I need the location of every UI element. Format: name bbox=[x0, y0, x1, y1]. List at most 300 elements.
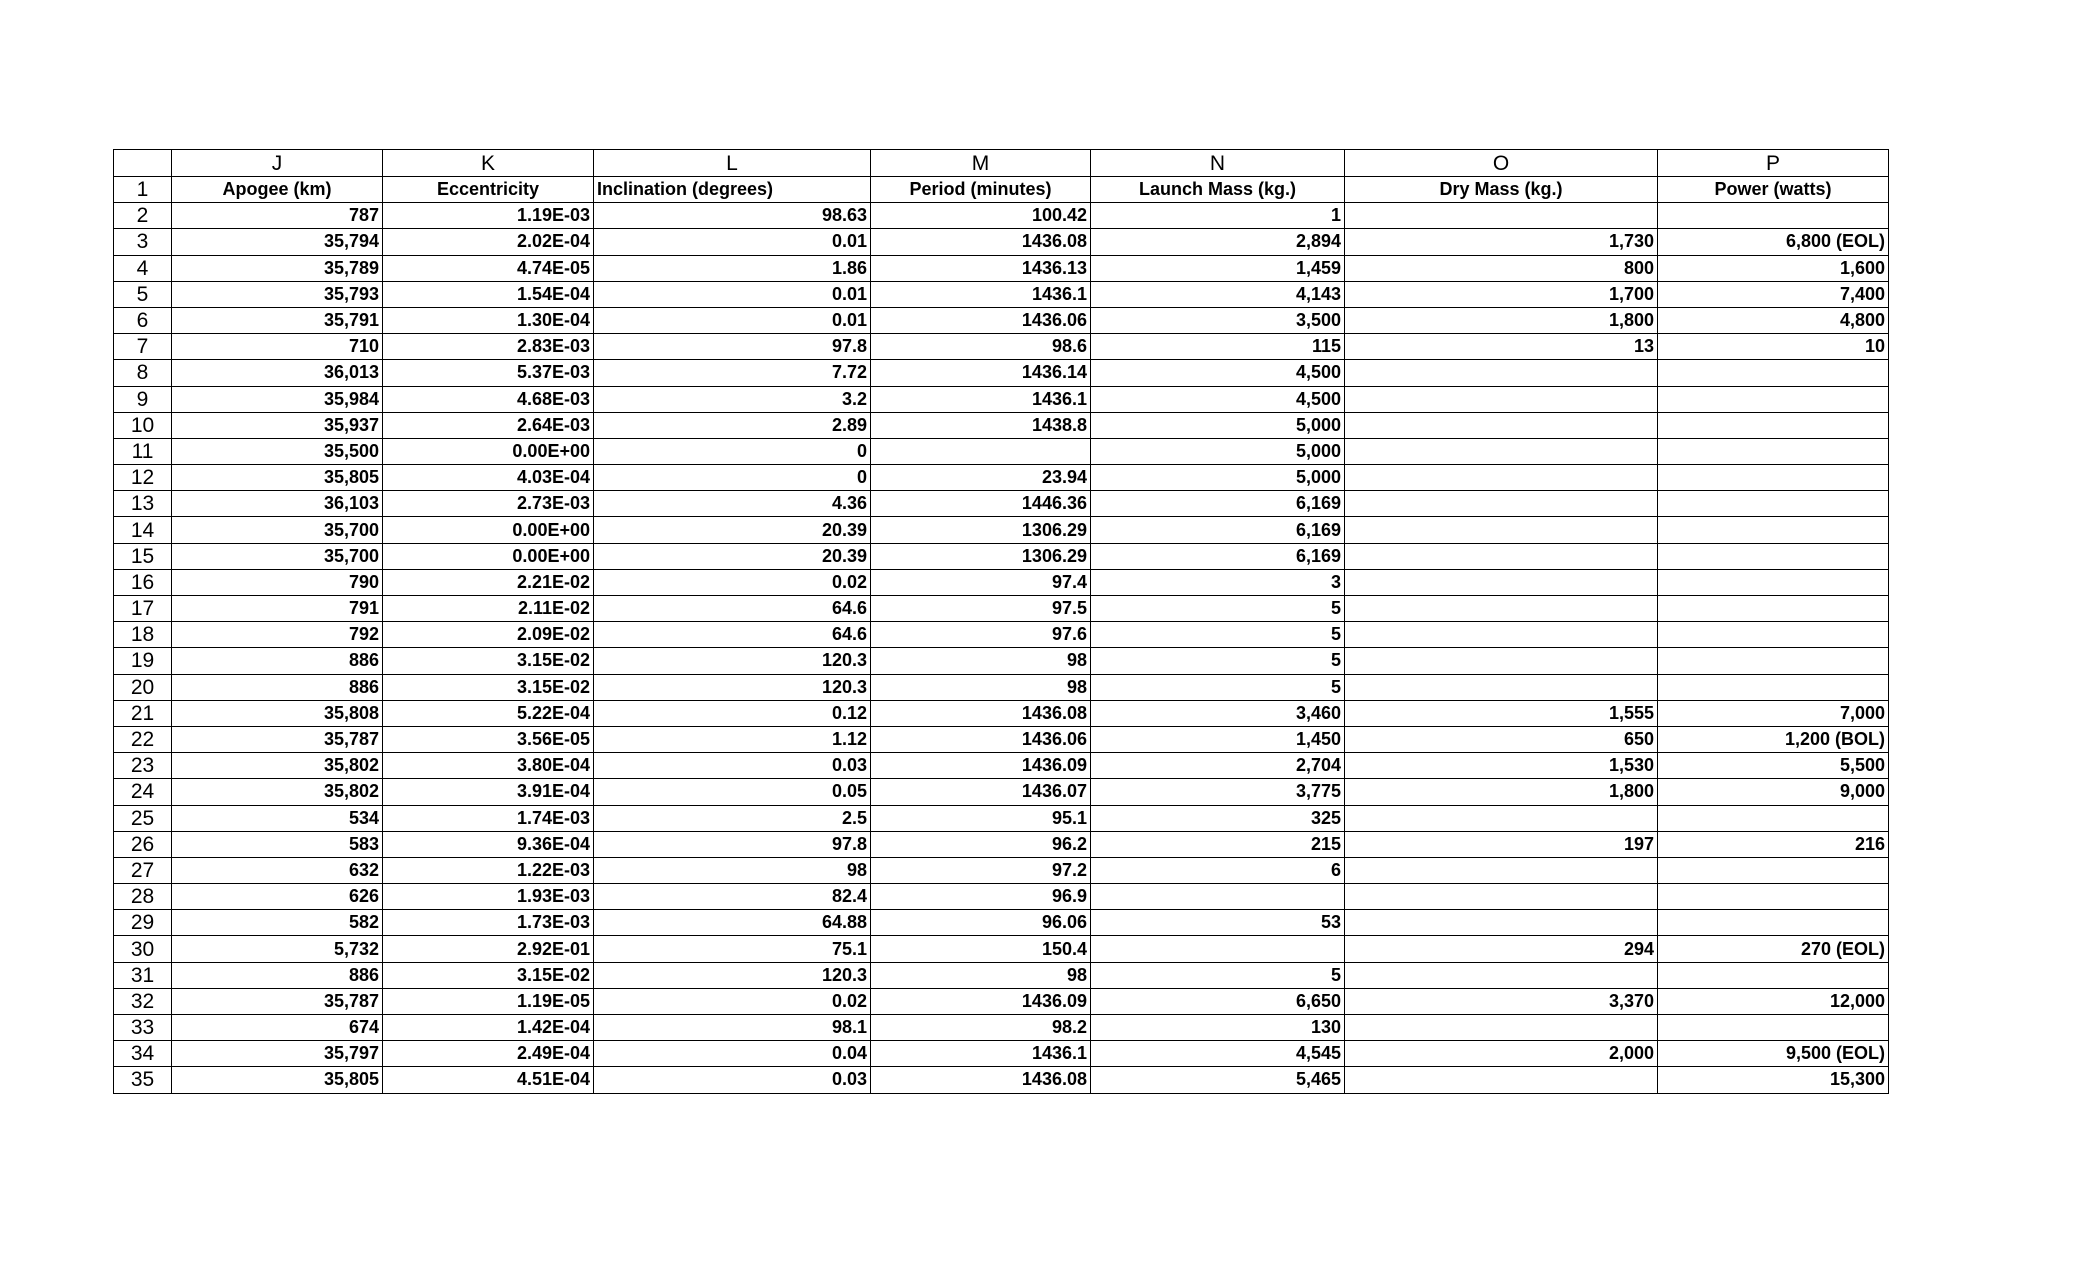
table-row bbox=[114, 988, 1889, 1014]
cell-apogee[interactable]: 790 bbox=[172, 569, 383, 595]
cell-eccentricity[interactable]: 2.49E-04 bbox=[383, 1041, 594, 1067]
cell-apogee[interactable]: 886 bbox=[172, 648, 383, 674]
row-number[interactable]: 16 bbox=[114, 569, 172, 595]
cell-eccentricity[interactable]: 0.00E+00 bbox=[383, 543, 594, 569]
cell-apogee[interactable]: 632 bbox=[172, 857, 383, 883]
cell-launch-mass[interactable]: 4,545 bbox=[1091, 1041, 1345, 1067]
cell-power[interactable] bbox=[1658, 386, 1889, 412]
cell-launch-mass[interactable]: 3,460 bbox=[1091, 700, 1345, 726]
row-number[interactable]: 21 bbox=[114, 700, 172, 726]
cell-inclination[interactable]: 98 bbox=[594, 857, 871, 883]
cell-dry-mass[interactable] bbox=[1345, 596, 1658, 622]
cell-dry-mass[interactable] bbox=[1345, 1015, 1658, 1041]
column-header-m[interactable]: M bbox=[871, 150, 1091, 177]
cell-power[interactable] bbox=[1658, 360, 1889, 386]
header-apogee[interactable]: Apogee (km) bbox=[172, 177, 383, 203]
row-number[interactable]: 10 bbox=[114, 412, 172, 438]
header-launch-mass[interactable]: Launch Mass (kg.) bbox=[1091, 177, 1345, 203]
row-number[interactable]: 23 bbox=[114, 753, 172, 779]
cell-period[interactable]: 1436.08 bbox=[871, 1067, 1091, 1093]
cell-eccentricity[interactable]: 2.73E-03 bbox=[383, 491, 594, 517]
cell-dry-mass[interactable] bbox=[1345, 910, 1658, 936]
cell-eccentricity[interactable]: 2.92E-01 bbox=[383, 936, 594, 962]
cell-period[interactable]: 1436.07 bbox=[871, 779, 1091, 805]
cell-dry-mass[interactable]: 800 bbox=[1345, 255, 1658, 281]
cell-launch-mass[interactable]: 2,704 bbox=[1091, 753, 1345, 779]
cell-period[interactable]: 150.4 bbox=[871, 936, 1091, 962]
row-number[interactable]: 5 bbox=[114, 281, 172, 307]
row-number[interactable]: 26 bbox=[114, 831, 172, 857]
cell-power[interactable] bbox=[1658, 569, 1889, 595]
cell-apogee[interactable]: 626 bbox=[172, 884, 383, 910]
cell-inclination[interactable]: 2.5 bbox=[594, 805, 871, 831]
cell-power[interactable] bbox=[1658, 412, 1889, 438]
cell-launch-mass[interactable]: 5,000 bbox=[1091, 465, 1345, 491]
cell-launch-mass[interactable]: 4,500 bbox=[1091, 360, 1345, 386]
row-number[interactable]: 8 bbox=[114, 360, 172, 386]
row-number[interactable]: 12 bbox=[114, 465, 172, 491]
row-number[interactable]: 19 bbox=[114, 648, 172, 674]
column-header-p[interactable]: P bbox=[1658, 150, 1889, 177]
corner-cell[interactable] bbox=[114, 150, 172, 177]
cell-apogee[interactable]: 35,794 bbox=[172, 229, 383, 255]
cell-period[interactable]: 98.6 bbox=[871, 334, 1091, 360]
cell-inclination[interactable]: 120.3 bbox=[594, 674, 871, 700]
cell-eccentricity[interactable]: 3.56E-05 bbox=[383, 726, 594, 752]
cell-period[interactable]: 98 bbox=[871, 962, 1091, 988]
cell-power[interactable] bbox=[1658, 884, 1889, 910]
cell-power[interactable] bbox=[1658, 438, 1889, 464]
row-number[interactable]: 27 bbox=[114, 857, 172, 883]
cell-period[interactable]: 1436.1 bbox=[871, 386, 1091, 412]
cell-launch-mass[interactable]: 2,894 bbox=[1091, 229, 1345, 255]
cell-power[interactable] bbox=[1658, 203, 1889, 229]
cell-launch-mass[interactable]: 6 bbox=[1091, 857, 1345, 883]
cell-power[interactable] bbox=[1658, 622, 1889, 648]
row-number[interactable]: 30 bbox=[114, 936, 172, 962]
cell-apogee[interactable]: 582 bbox=[172, 910, 383, 936]
cell-apogee[interactable]: 35,797 bbox=[172, 1041, 383, 1067]
header-eccentricity[interactable]: Eccentricity bbox=[383, 177, 594, 203]
cell-period[interactable]: 1436.14 bbox=[871, 360, 1091, 386]
cell-apogee[interactable]: 5,732 bbox=[172, 936, 383, 962]
column-header-n[interactable]: N bbox=[1091, 150, 1345, 177]
cell-dry-mass[interactable]: 1,530 bbox=[1345, 753, 1658, 779]
cell-launch-mass[interactable]: 325 bbox=[1091, 805, 1345, 831]
cell-apogee[interactable]: 36,013 bbox=[172, 360, 383, 386]
cell-apogee[interactable]: 35,787 bbox=[172, 988, 383, 1014]
row-number[interactable]: 1 bbox=[114, 177, 172, 203]
cell-eccentricity[interactable]: 2.09E-02 bbox=[383, 622, 594, 648]
cell-dry-mass[interactable]: 197 bbox=[1345, 831, 1658, 857]
cell-power[interactable]: 5,500 bbox=[1658, 753, 1889, 779]
cell-eccentricity[interactable]: 2.64E-03 bbox=[383, 412, 594, 438]
cell-inclination[interactable]: 64.6 bbox=[594, 622, 871, 648]
cell-inclination[interactable]: 0.04 bbox=[594, 1041, 871, 1067]
cell-period[interactable]: 97.4 bbox=[871, 569, 1091, 595]
cell-eccentricity[interactable]: 1.54E-04 bbox=[383, 281, 594, 307]
cell-apogee[interactable]: 35,802 bbox=[172, 753, 383, 779]
cell-power[interactable] bbox=[1658, 648, 1889, 674]
cell-power[interactable]: 7,000 bbox=[1658, 700, 1889, 726]
cell-launch-mass[interactable]: 5 bbox=[1091, 648, 1345, 674]
column-header-l[interactable]: L bbox=[594, 150, 871, 177]
cell-period[interactable]: 96.2 bbox=[871, 831, 1091, 857]
cell-power[interactable]: 12,000 bbox=[1658, 988, 1889, 1014]
cell-period[interactable]: 96.06 bbox=[871, 910, 1091, 936]
cell-dry-mass[interactable] bbox=[1345, 491, 1658, 517]
cell-launch-mass[interactable]: 215 bbox=[1091, 831, 1345, 857]
cell-inclination[interactable]: 82.4 bbox=[594, 884, 871, 910]
cell-eccentricity[interactable]: 3.15E-02 bbox=[383, 674, 594, 700]
cell-launch-mass[interactable]: 6,650 bbox=[1091, 988, 1345, 1014]
cell-dry-mass[interactable] bbox=[1345, 1067, 1658, 1093]
cell-dry-mass[interactable]: 650 bbox=[1345, 726, 1658, 752]
cell-power[interactable]: 216 bbox=[1658, 831, 1889, 857]
cell-power[interactable] bbox=[1658, 910, 1889, 936]
cell-launch-mass[interactable]: 5 bbox=[1091, 674, 1345, 700]
table-row bbox=[114, 360, 1889, 386]
cell-apogee[interactable]: 674 bbox=[172, 1015, 383, 1041]
cell-dry-mass[interactable]: 3,370 bbox=[1345, 988, 1658, 1014]
cell-launch-mass[interactable]: 3,500 bbox=[1091, 307, 1345, 333]
cell-apogee[interactable]: 35,700 bbox=[172, 517, 383, 543]
cell-period[interactable]: 1436.06 bbox=[871, 307, 1091, 333]
cell-inclination[interactable]: 97.8 bbox=[594, 334, 871, 360]
cell-eccentricity[interactable]: 5.22E-04 bbox=[383, 700, 594, 726]
cell-power[interactable] bbox=[1658, 1015, 1889, 1041]
cell-apogee[interactable]: 35,805 bbox=[172, 465, 383, 491]
column-header-j[interactable]: J bbox=[172, 150, 383, 177]
cell-dry-mass[interactable]: 1,555 bbox=[1345, 700, 1658, 726]
cell-dry-mass[interactable] bbox=[1345, 884, 1658, 910]
cell-power[interactable]: 1,600 bbox=[1658, 255, 1889, 281]
cell-apogee[interactable]: 36,103 bbox=[172, 491, 383, 517]
table-row bbox=[114, 1015, 1889, 1041]
cell-eccentricity[interactable]: 1.19E-03 bbox=[383, 203, 594, 229]
cell-eccentricity[interactable]: 1.93E-03 bbox=[383, 884, 594, 910]
cell-eccentricity[interactable]: 4.74E-05 bbox=[383, 255, 594, 281]
table-row bbox=[114, 491, 1889, 517]
cell-period[interactable]: 1436.08 bbox=[871, 229, 1091, 255]
cell-inclination[interactable]: 0.01 bbox=[594, 307, 871, 333]
cell-apogee[interactable]: 35,791 bbox=[172, 307, 383, 333]
cell-apogee[interactable]: 787 bbox=[172, 203, 383, 229]
table-row bbox=[114, 569, 1889, 595]
row-number[interactable]: 20 bbox=[114, 674, 172, 700]
cell-dry-mass[interactable] bbox=[1345, 962, 1658, 988]
cell-apogee[interactable]: 792 bbox=[172, 622, 383, 648]
row-number[interactable]: 13 bbox=[114, 491, 172, 517]
cell-power[interactable]: 6,800 (EOL) bbox=[1658, 229, 1889, 255]
cell-launch-mass[interactable]: 6,169 bbox=[1091, 517, 1345, 543]
row-number[interactable]: 35 bbox=[114, 1067, 172, 1093]
cell-dry-mass[interactable]: 294 bbox=[1345, 936, 1658, 962]
cell-launch-mass[interactable]: 5 bbox=[1091, 962, 1345, 988]
row-number[interactable]: 15 bbox=[114, 543, 172, 569]
cell-power[interactable]: 9,500 (EOL) bbox=[1658, 1041, 1889, 1067]
row-number[interactable]: 11 bbox=[114, 438, 172, 464]
cell-inclination[interactable]: 2.89 bbox=[594, 412, 871, 438]
cell-eccentricity[interactable]: 2.11E-02 bbox=[383, 596, 594, 622]
cell-apogee[interactable]: 35,500 bbox=[172, 438, 383, 464]
cell-power[interactable] bbox=[1658, 674, 1889, 700]
cell-period[interactable]: 1436.13 bbox=[871, 255, 1091, 281]
cell-period[interactable]: 98 bbox=[871, 674, 1091, 700]
cell-period[interactable]: 1436.09 bbox=[871, 753, 1091, 779]
cell-dry-mass[interactable] bbox=[1345, 203, 1658, 229]
cell-launch-mass[interactable]: 5 bbox=[1091, 622, 1345, 648]
cell-power[interactable] bbox=[1658, 465, 1889, 491]
row-number[interactable]: 22 bbox=[114, 726, 172, 752]
cell-inclination[interactable]: 4.36 bbox=[594, 491, 871, 517]
cell-period[interactable]: 97.2 bbox=[871, 857, 1091, 883]
cell-eccentricity[interactable]: 2.21E-02 bbox=[383, 569, 594, 595]
cell-launch-mass[interactable]: 5,000 bbox=[1091, 412, 1345, 438]
cell-apogee[interactable]: 35,984 bbox=[172, 386, 383, 412]
cell-eccentricity[interactable]: 3.15E-02 bbox=[383, 648, 594, 674]
cell-period[interactable]: 1438.8 bbox=[871, 412, 1091, 438]
cell-apogee[interactable]: 35,808 bbox=[172, 700, 383, 726]
cell-period[interactable]: 1306.29 bbox=[871, 517, 1091, 543]
cell-dry-mass[interactable] bbox=[1345, 386, 1658, 412]
cell-power[interactable] bbox=[1658, 857, 1889, 883]
cell-dry-mass[interactable]: 2,000 bbox=[1345, 1041, 1658, 1067]
cell-inclination[interactable]: 75.1 bbox=[594, 936, 871, 962]
cell-inclination[interactable]: 98.1 bbox=[594, 1015, 871, 1041]
cell-eccentricity[interactable]: 4.68E-03 bbox=[383, 386, 594, 412]
cell-dry-mass[interactable] bbox=[1345, 569, 1658, 595]
cell-period[interactable]: 1436.06 bbox=[871, 726, 1091, 752]
cell-launch-mass[interactable]: 115 bbox=[1091, 334, 1345, 360]
table-row bbox=[114, 674, 1889, 700]
cell-apogee[interactable]: 35,793 bbox=[172, 281, 383, 307]
cell-launch-mass[interactable] bbox=[1091, 936, 1345, 962]
cell-dry-mass[interactable] bbox=[1345, 465, 1658, 491]
cell-launch-mass[interactable]: 1 bbox=[1091, 203, 1345, 229]
table-row bbox=[114, 622, 1889, 648]
cell-inclination[interactable]: 3.2 bbox=[594, 386, 871, 412]
cell-eccentricity[interactable]: 1.30E-04 bbox=[383, 307, 594, 333]
cell-launch-mass[interactable]: 5,465 bbox=[1091, 1067, 1345, 1093]
cell-inclination[interactable]: 64.88 bbox=[594, 910, 871, 936]
cell-eccentricity[interactable]: 0.00E+00 bbox=[383, 438, 594, 464]
cell-apogee[interactable]: 35,937 bbox=[172, 412, 383, 438]
cell-eccentricity[interactable]: 1.74E-03 bbox=[383, 805, 594, 831]
cell-power[interactable]: 270 (EOL) bbox=[1658, 936, 1889, 962]
cell-inclination[interactable]: 0.01 bbox=[594, 229, 871, 255]
cell-inclination[interactable]: 0 bbox=[594, 438, 871, 464]
cell-apogee[interactable]: 710 bbox=[172, 334, 383, 360]
table-row bbox=[114, 386, 1889, 412]
cell-launch-mass[interactable]: 1,450 bbox=[1091, 726, 1345, 752]
cell-launch-mass[interactable]: 6,169 bbox=[1091, 543, 1345, 569]
cell-period[interactable]: 100.42 bbox=[871, 203, 1091, 229]
row-number[interactable]: 6 bbox=[114, 307, 172, 333]
cell-period[interactable]: 97.6 bbox=[871, 622, 1091, 648]
cell-eccentricity[interactable]: 4.03E-04 bbox=[383, 465, 594, 491]
cell-inclination[interactable]: 64.6 bbox=[594, 596, 871, 622]
cell-launch-mass[interactable]: 6,169 bbox=[1091, 491, 1345, 517]
column-header-o[interactable]: O bbox=[1345, 150, 1658, 177]
cell-apogee[interactable]: 35,805 bbox=[172, 1067, 383, 1093]
row-number[interactable]: 34 bbox=[114, 1041, 172, 1067]
cell-inclination[interactable]: 97.8 bbox=[594, 831, 871, 857]
cell-inclination[interactable]: 1.86 bbox=[594, 255, 871, 281]
cell-apogee[interactable]: 583 bbox=[172, 831, 383, 857]
cell-dry-mass[interactable]: 1,730 bbox=[1345, 229, 1658, 255]
cell-inclination[interactable]: 7.72 bbox=[594, 360, 871, 386]
cell-power[interactable]: 1,200 (BOL) bbox=[1658, 726, 1889, 752]
row-number[interactable]: 9 bbox=[114, 386, 172, 412]
column-header-k[interactable]: K bbox=[383, 150, 594, 177]
cell-apogee[interactable]: 35,787 bbox=[172, 726, 383, 752]
cell-eccentricity[interactable]: 1.73E-03 bbox=[383, 910, 594, 936]
cell-eccentricity[interactable]: 2.02E-04 bbox=[383, 229, 594, 255]
row-number[interactable]: 25 bbox=[114, 805, 172, 831]
cell-eccentricity[interactable]: 9.36E-04 bbox=[383, 831, 594, 857]
row-number[interactable]: 33 bbox=[114, 1015, 172, 1041]
row-number[interactable]: 4 bbox=[114, 255, 172, 281]
table-row bbox=[114, 281, 1889, 307]
cell-dry-mass[interactable] bbox=[1345, 438, 1658, 464]
cell-inclination[interactable]: 1.12 bbox=[594, 726, 871, 752]
cell-period[interactable]: 1446.36 bbox=[871, 491, 1091, 517]
cell-power[interactable]: 7,400 bbox=[1658, 281, 1889, 307]
row-number[interactable]: 29 bbox=[114, 910, 172, 936]
cell-dry-mass[interactable] bbox=[1345, 674, 1658, 700]
cell-eccentricity[interactable]: 5.37E-03 bbox=[383, 360, 594, 386]
cell-power[interactable] bbox=[1658, 543, 1889, 569]
cell-dry-mass[interactable] bbox=[1345, 648, 1658, 674]
row-number[interactable]: 17 bbox=[114, 596, 172, 622]
cell-period[interactable]: 97.5 bbox=[871, 596, 1091, 622]
cell-period[interactable]: 1436.1 bbox=[871, 1041, 1091, 1067]
cell-inclination[interactable]: 0.12 bbox=[594, 700, 871, 726]
cell-power[interactable] bbox=[1658, 491, 1889, 517]
cell-inclination[interactable]: 120.3 bbox=[594, 648, 871, 674]
cell-eccentricity[interactable]: 2.83E-03 bbox=[383, 334, 594, 360]
cell-apogee[interactable]: 791 bbox=[172, 596, 383, 622]
cell-power[interactable] bbox=[1658, 517, 1889, 543]
cell-power[interactable]: 10 bbox=[1658, 334, 1889, 360]
cell-launch-mass[interactable]: 3 bbox=[1091, 569, 1345, 595]
cell-dry-mass[interactable]: 1,700 bbox=[1345, 281, 1658, 307]
row-number[interactable]: 18 bbox=[114, 622, 172, 648]
row-number[interactable]: 14 bbox=[114, 517, 172, 543]
cell-dry-mass[interactable] bbox=[1345, 517, 1658, 543]
row-number[interactable]: 7 bbox=[114, 334, 172, 360]
cell-eccentricity[interactable]: 3.80E-04 bbox=[383, 753, 594, 779]
cell-apogee[interactable]: 886 bbox=[172, 962, 383, 988]
cell-dry-mass[interactable] bbox=[1345, 805, 1658, 831]
cell-launch-mass[interactable]: 5 bbox=[1091, 596, 1345, 622]
cell-inclination[interactable]: 98.63 bbox=[594, 203, 871, 229]
row-number[interactable]: 28 bbox=[114, 884, 172, 910]
cell-period[interactable]: 96.9 bbox=[871, 884, 1091, 910]
cell-inclination[interactable]: 20.39 bbox=[594, 517, 871, 543]
cell-dry-mass[interactable] bbox=[1345, 412, 1658, 438]
cell-period[interactable]: 98.2 bbox=[871, 1015, 1091, 1041]
row-number[interactable]: 31 bbox=[114, 962, 172, 988]
cell-power[interactable]: 9,000 bbox=[1658, 779, 1889, 805]
cell-apogee[interactable]: 35,802 bbox=[172, 779, 383, 805]
cell-launch-mass[interactable] bbox=[1091, 884, 1345, 910]
cell-power[interactable]: 4,800 bbox=[1658, 307, 1889, 333]
cell-inclination[interactable]: 20.39 bbox=[594, 543, 871, 569]
cell-launch-mass[interactable]: 4,143 bbox=[1091, 281, 1345, 307]
row-number[interactable]: 2 bbox=[114, 203, 172, 229]
cell-eccentricity[interactable]: 3.15E-02 bbox=[383, 962, 594, 988]
cell-launch-mass[interactable]: 53 bbox=[1091, 910, 1345, 936]
cell-dry-mass[interactable] bbox=[1345, 360, 1658, 386]
cell-launch-mass[interactable]: 130 bbox=[1091, 1015, 1345, 1041]
cell-period[interactable]: 95.1 bbox=[871, 805, 1091, 831]
cell-dry-mass[interactable] bbox=[1345, 622, 1658, 648]
cell-period[interactable] bbox=[871, 438, 1091, 464]
cell-apogee[interactable]: 534 bbox=[172, 805, 383, 831]
header-inclination[interactable]: Inclination (degrees) bbox=[594, 177, 871, 203]
cell-dry-mass[interactable]: 13 bbox=[1345, 334, 1658, 360]
cell-power[interactable] bbox=[1658, 805, 1889, 831]
cell-inclination[interactable]: 0.03 bbox=[594, 753, 871, 779]
cell-inclination[interactable]: 0.02 bbox=[594, 988, 871, 1014]
cell-eccentricity[interactable]: 4.51E-04 bbox=[383, 1067, 594, 1093]
cell-eccentricity[interactable]: 1.22E-03 bbox=[383, 857, 594, 883]
cell-dry-mass[interactable]: 1,800 bbox=[1345, 779, 1658, 805]
cell-eccentricity[interactable]: 1.19E-05 bbox=[383, 988, 594, 1014]
cell-inclination[interactable]: 0.05 bbox=[594, 779, 871, 805]
cell-launch-mass[interactable]: 4,500 bbox=[1091, 386, 1345, 412]
cell-inclination[interactable]: 0 bbox=[594, 465, 871, 491]
cell-dry-mass[interactable]: 1,800 bbox=[1345, 307, 1658, 333]
cell-launch-mass[interactable]: 5,000 bbox=[1091, 438, 1345, 464]
cell-apogee[interactable]: 35,700 bbox=[172, 543, 383, 569]
cell-apogee[interactable]: 886 bbox=[172, 674, 383, 700]
table-row bbox=[114, 412, 1889, 438]
cell-inclination[interactable]: 0.02 bbox=[594, 569, 871, 595]
table-row bbox=[114, 936, 1889, 962]
cell-inclination[interactable]: 0.01 bbox=[594, 281, 871, 307]
cell-period[interactable]: 1436.09 bbox=[871, 988, 1091, 1014]
header-dry-mass[interactable]: Dry Mass (kg.) bbox=[1345, 177, 1658, 203]
cell-launch-mass[interactable]: 3,775 bbox=[1091, 779, 1345, 805]
cell-inclination[interactable]: 120.3 bbox=[594, 962, 871, 988]
cell-power[interactable] bbox=[1658, 596, 1889, 622]
cell-period[interactable]: 1436.1 bbox=[871, 281, 1091, 307]
cell-eccentricity[interactable]: 0.00E+00 bbox=[383, 517, 594, 543]
cell-period[interactable]: 23.94 bbox=[871, 465, 1091, 491]
cell-apogee[interactable]: 35,789 bbox=[172, 255, 383, 281]
cell-eccentricity[interactable]: 1.42E-04 bbox=[383, 1015, 594, 1041]
cell-power[interactable] bbox=[1658, 962, 1889, 988]
cell-period[interactable]: 1436.08 bbox=[871, 700, 1091, 726]
cell-eccentricity[interactable]: 3.91E-04 bbox=[383, 779, 594, 805]
cell-dry-mass[interactable] bbox=[1345, 857, 1658, 883]
header-power[interactable]: Power (watts) bbox=[1658, 177, 1889, 203]
row-number[interactable]: 24 bbox=[114, 779, 172, 805]
cell-dry-mass[interactable] bbox=[1345, 543, 1658, 569]
row-number[interactable]: 3 bbox=[114, 229, 172, 255]
cell-inclination[interactable]: 0.03 bbox=[594, 1067, 871, 1093]
row-number[interactable]: 32 bbox=[114, 988, 172, 1014]
cell-power[interactable]: 15,300 bbox=[1658, 1067, 1889, 1093]
cell-period[interactable]: 98 bbox=[871, 648, 1091, 674]
cell-period[interactable]: 1306.29 bbox=[871, 543, 1091, 569]
cell-launch-mass[interactable]: 1,459 bbox=[1091, 255, 1345, 281]
table-row bbox=[114, 334, 1889, 360]
header-period[interactable]: Period (minutes) bbox=[871, 177, 1091, 203]
